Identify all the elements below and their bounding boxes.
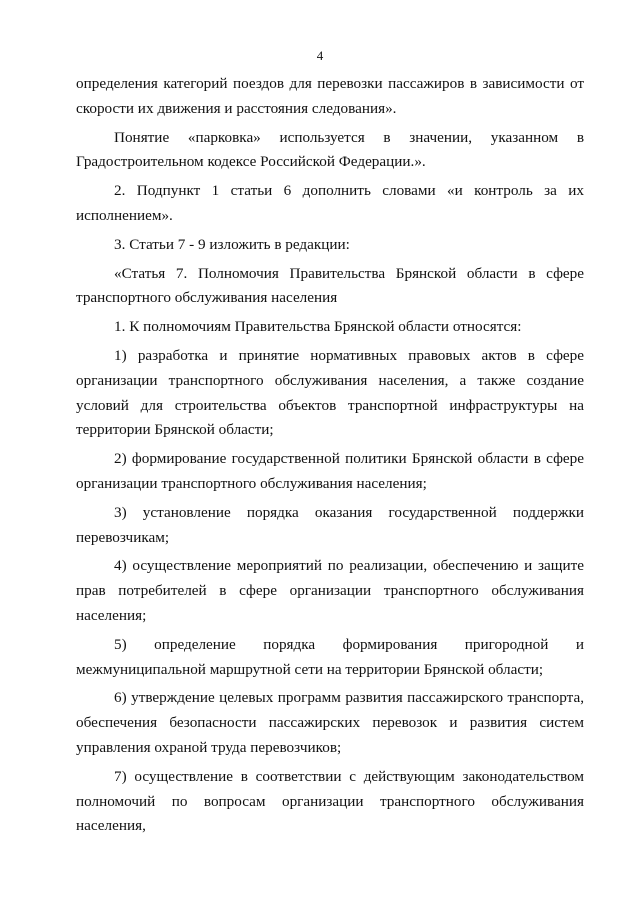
- list-item-7: 7) осуществление в соответствии с действующим законодательством полномочий по вопросам организации транспортного обслуживания населения,: [76, 767, 584, 835]
- list-item-1: 1) разработка и принятие нормативных правовых актов в сфере организации транспортного обслуживания населения, а также создание условий для строительства объектов транспортной инфраструктуры на территории Брянской области;: [76, 346, 584, 439]
- paragraph-article-7-heading: «Статья 7. Полномочия Правительства Брянской области в сфере транспортного обслуживания населения: [76, 264, 584, 307]
- list-item-3: 3) установление порядка оказания государственной поддержки перевозчикам;: [76, 503, 584, 546]
- list-item-4: 4) осуществление мероприятий по реализации, обеспечению и защите прав потребителей в сфере организации транспортного обслуживания населения;: [76, 557, 584, 624]
- list-item-2: 2) формирование государственной политики Брянской области в сфере организации транспортного обслуживания населения;: [76, 450, 584, 492]
- list-item-6: 6) утверждение целевых программ развития пассажирского транспорта, обеспечения безопасности пассажирских перевозок и развития систем управления охраной труда перевозчиков;: [76, 689, 584, 756]
- list-item-5: 5) определение порядка формирования пригородной и межмуниципальной маршрутной сети на территории Брянской области;: [76, 635, 584, 678]
- paragraph-article-7-clause-1: 1. К полномочиям Правительства Брянской области относятся:: [114, 318, 522, 336]
- paragraph-continuation: определения категорий поездов для перевозки пассажиров в зависимости от скорости их движения и расстояния следования».: [76, 75, 584, 117]
- paragraph-item-2: 2. Подпункт 1 статьи 6 дополнить словами «и контроль за их исполнением».: [76, 182, 584, 224]
- page-number: 4: [316, 48, 324, 63]
- paragraph-parking-definition: Понятие «парковка» используется в значении, указанном в Градостроительном кодексе Российской Федерации.».: [76, 128, 584, 171]
- paragraph-item-3: 3. Статьи 7 - 9 изложить в редакции:: [114, 235, 350, 253]
- document-body: [76, 72, 584, 843]
